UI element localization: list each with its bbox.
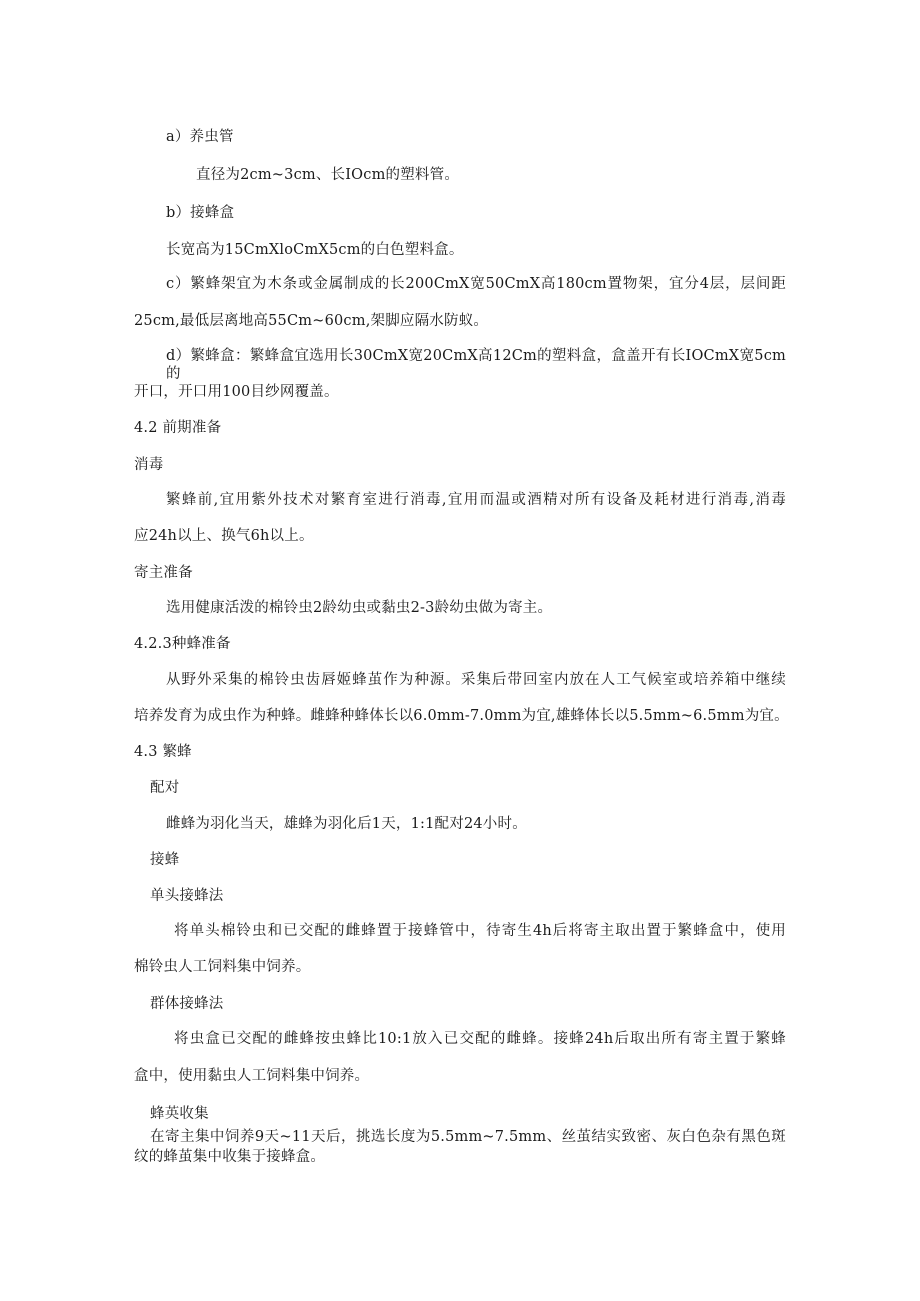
item-c-line-2: 25cm,最低层离地高55Cm~60cm,架脚应隔水防蚁。 — [134, 313, 489, 329]
pairing-body: 雌蜂为羽化当天，雄蜂为羽化后1天，1:1配对24小时。 — [166, 816, 527, 832]
host-prep-heading: 寄主准备 — [134, 565, 193, 581]
section-4-2-heading: 4.2 前期准备 — [134, 420, 222, 436]
group-method-heading: 群体接蜂法 — [150, 996, 224, 1012]
section-4-2-3-heading: 4.2.3种蜂准备 — [134, 636, 231, 652]
disinfection-line-2: 应24h以上、换气6h以上。 — [134, 528, 314, 544]
cocoon-collection-line-1: 在寄主集中饲养9天~11天后，挑选长度为5.5mm~7.5mm、丝茧结实致密、灰白色杂有黑色斑 — [150, 1129, 786, 1145]
item-c-line-1: c）繁蜂架宜为木条或金属制成的长200CmX宽50CmX高180cm置物架，宜分4层，层间距 — [166, 276, 786, 292]
item-a-heading: a）养虫管 — [166, 129, 234, 145]
cocoon-collection-heading: 蜂英收集 — [150, 1106, 209, 1122]
host-prep-body: 选用健康活泼的棉铃虫2龄幼虫或黏虫2-3龄幼虫做为寄主。 — [166, 600, 553, 616]
item-a-body: 直径为2cm~3cm、长IOcm的塑料管。 — [196, 167, 460, 183]
group-method-line-1: 将虫盒已交配的雌蜂按虫蜂比10:1放入已交配的雌蜂。接蜂24h后取出所有寄主置于繁蜂 — [174, 1031, 786, 1047]
item-d-line-2: 开口，开口用100目纱网覆盖。 — [134, 384, 339, 400]
disinfection-line-1: 繁蜂前,宜用紫外技术对繁育室进行消毒,宜用而温或酒精对所有设备及耗材进行消毒,消毒 — [166, 492, 786, 508]
seed-wasp-line-2: 培养发育为成虫作为种蜂。雌蜂种蜂体长以6.0mm-7.0mm为宜,雄蜂体长以5.5mm~6.5mm为宜。 — [134, 708, 789, 724]
inoculation-heading: 接蜂 — [150, 852, 180, 868]
section-4-3-heading: 4.3 繁蜂 — [134, 744, 192, 760]
group-method-line-2: 盒中，使用黏虫人工饲料集中饲养。 — [134, 1068, 370, 1084]
seed-wasp-line-1: 从野外采集的棉铃虫齿唇姬蜂茧作为种源。采集后带回室内放在人工气候室或培养箱中继续 — [166, 672, 786, 688]
item-d-line-1: d）繁蜂盒：繁蜂盒宜选用长30CmX宽20CmX高12Cm的塑料盒，盒盖开有长IOCmX宽5cm的 — [166, 348, 786, 382]
item-b-heading: b）接蜂盒 — [166, 205, 235, 221]
single-method-line-1: 将单头棉铃虫和已交配的雌蜂置于接蜂管中，待寄生4h后将寄主取出置于繁蜂盒中，使用 — [174, 923, 786, 939]
single-method-line-2: 棉铃虫人工饲料集中饲养。 — [134, 959, 311, 975]
single-method-heading: 单头接蜂法 — [150, 888, 224, 904]
disinfection-heading: 消毒 — [134, 457, 164, 473]
cocoon-collection-line-2: 纹的蜂茧集中收集于接蜂盒。 — [134, 1149, 326, 1165]
item-b-body: 长宽高为15CmXloCmX5cm的白色塑料盒。 — [166, 242, 464, 258]
pairing-heading: 配对 — [150, 780, 180, 796]
